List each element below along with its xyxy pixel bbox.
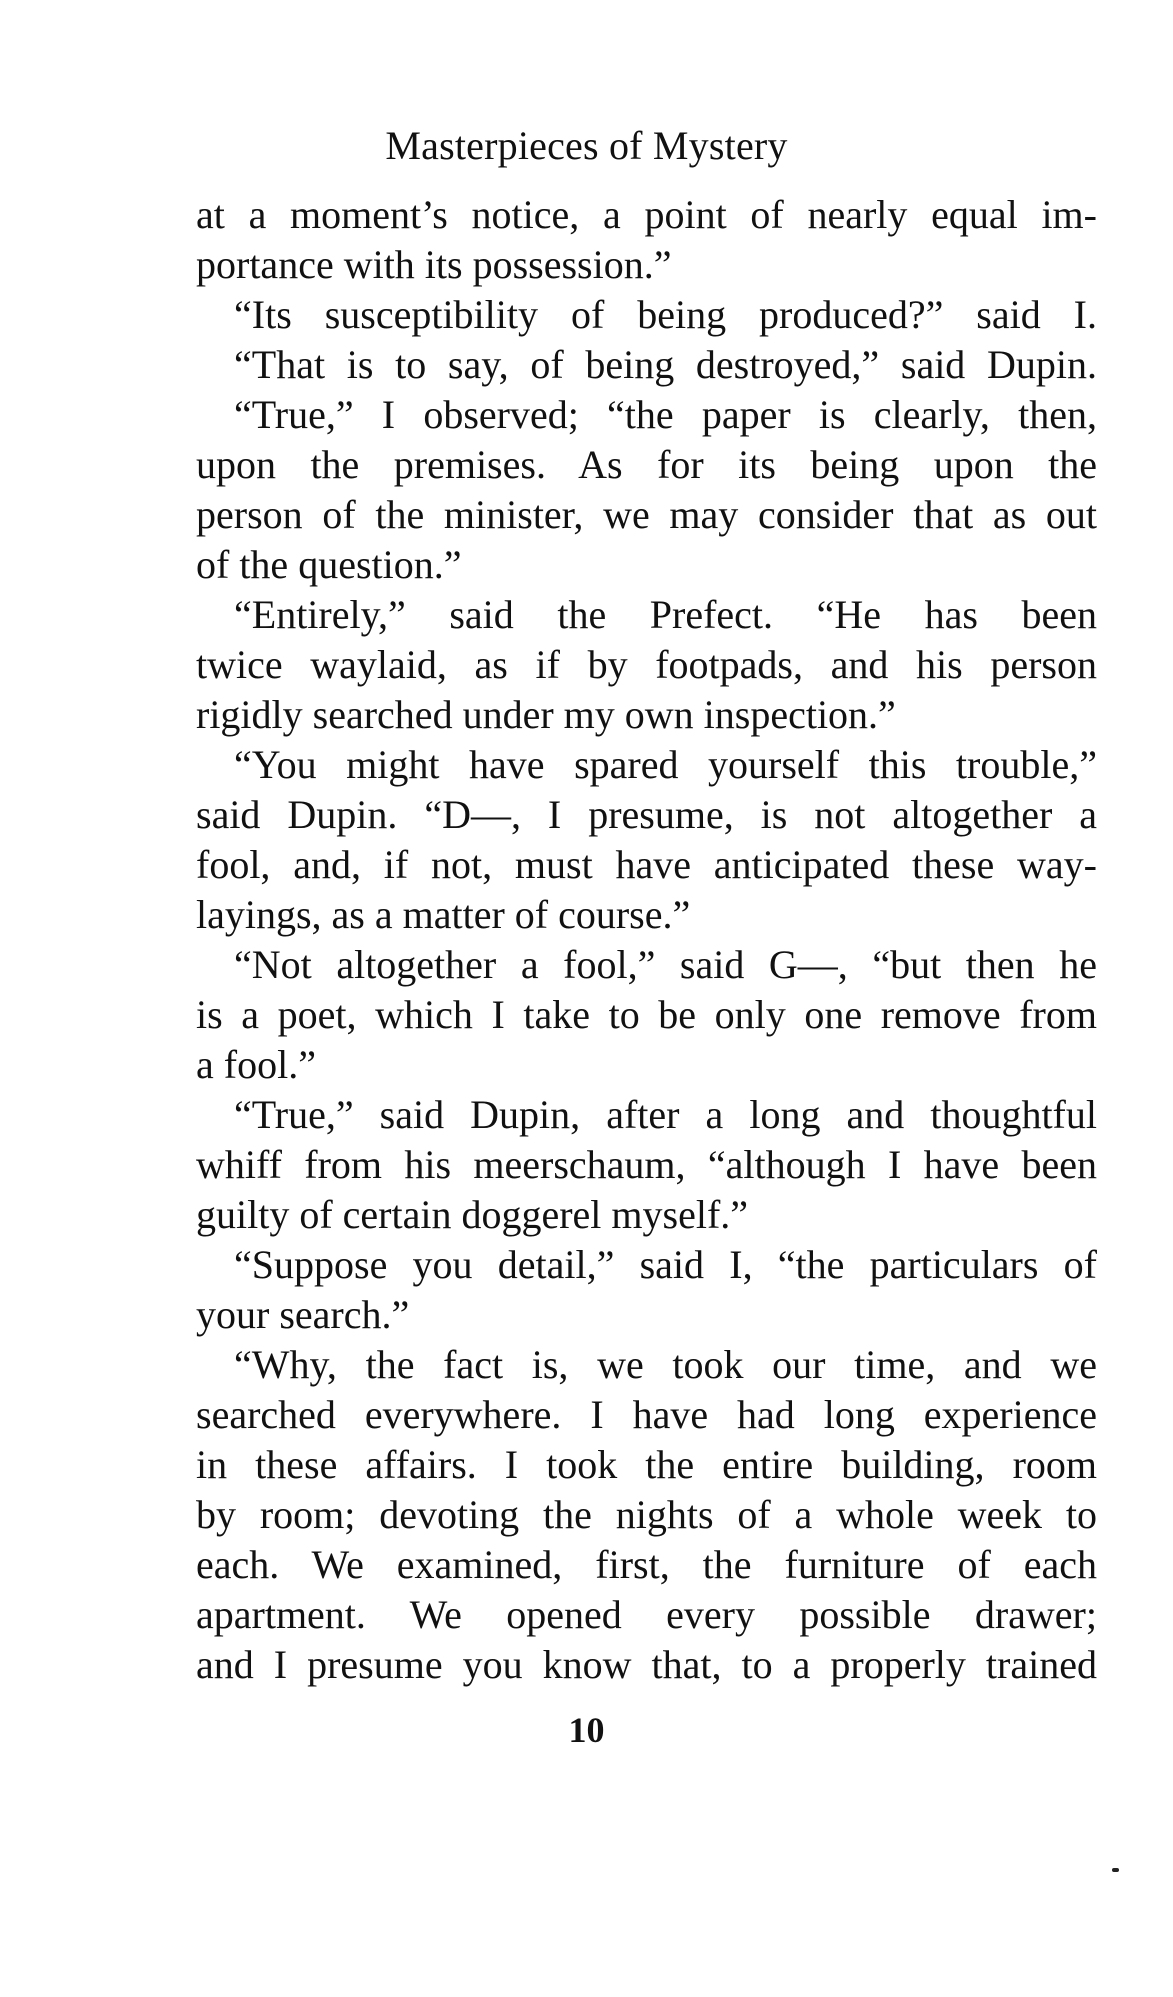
text-line: said Dupin. “D—, I presume, is not altogether a: [196, 792, 1097, 837]
text-line: searched everywhere. I have had long experience: [196, 1392, 1097, 1437]
text-line: at a moment’s notice, a point of nearly equal im-: [196, 192, 1097, 237]
text-line: of the question.”: [196, 542, 462, 587]
text-line: is a poet, which I take to be only one remove from: [196, 992, 1097, 1037]
running-head: Masterpieces of Mystery: [385, 123, 788, 168]
text-line: by room; devoting the nights of a whole week to: [196, 1492, 1097, 1537]
text-line: “True,” said Dupin, after a long and thoughtful: [234, 1092, 1097, 1137]
text-line: “That is to say, of being destroyed,” said Dupin.: [234, 342, 1097, 387]
ink-speck: [1112, 1868, 1119, 1872]
text-line: “Not altogether a fool,” said G—, “but then he: [234, 942, 1097, 987]
text-line: rigidly searched under my own inspection.”: [196, 692, 896, 737]
text-line: each. We examined, first, the furniture of each: [196, 1542, 1097, 1587]
text-line: person of the minister, we may consider that as out: [196, 492, 1097, 537]
text-line: a fool.”: [196, 1042, 316, 1087]
text-line: “Suppose you detail,” said I, “the particulars of: [234, 1242, 1097, 1287]
text-line: portance with its possession.”: [196, 242, 672, 287]
text-line: guilty of certain doggerel myself.”: [196, 1192, 749, 1237]
body-text: [196, 190, 1097, 1690]
text-line: apartment. We opened every possible drawer;: [196, 1592, 1097, 1637]
text-line: “Its susceptibility of being produced?” said I.: [234, 292, 1097, 337]
text-line: “You might have spared yourself this trouble,”: [234, 742, 1097, 787]
text-line: your search.”: [196, 1292, 410, 1337]
text-line: upon the premises. As for its being upon the: [196, 442, 1097, 487]
text-line: whiff from his meerschaum, “although I have been: [196, 1142, 1097, 1187]
text-line: fool, and, if not, must have anticipated these way-: [196, 842, 1097, 887]
text-line: in these affairs. I took the entire building, room: [196, 1442, 1097, 1487]
page-number: 10: [568, 1710, 605, 1750]
text-line: “True,” I observed; “the paper is clearly, then,: [234, 392, 1097, 437]
text-line: and I presume you know that, to a properly trained: [196, 1642, 1097, 1687]
text-line: “Why, the fact is, we took our time, and we: [234, 1342, 1097, 1387]
text-line: twice waylaid, as if by footpads, and his person: [196, 642, 1097, 687]
text-line: layings, as a matter of course.”: [196, 892, 691, 937]
text-line: “Entirely,” said the Prefect. “He has been: [234, 592, 1097, 637]
